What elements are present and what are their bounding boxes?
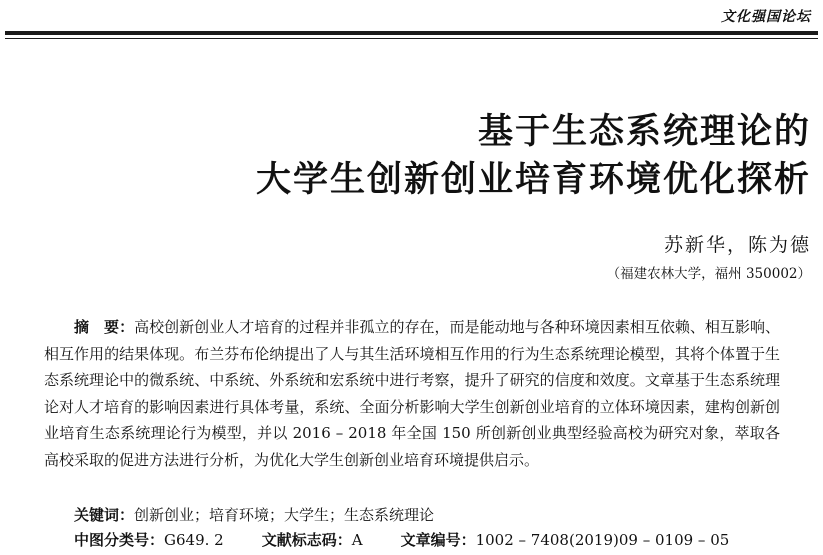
journal-section-label: 文化强国论坛 [721, 9, 811, 25]
clc-value: G649. 2 [164, 531, 224, 549]
header-rule-thick [5, 31, 818, 35]
keywords [74, 504, 434, 525]
doc-code-value: A [351, 531, 363, 549]
article-title-line-2: 大学生创新创业培育环境优化探析 [255, 160, 811, 200]
article-authors: 苏新华，陈为德 [663, 234, 811, 256]
article-title-line-1: 基于生态系统理论的 [477, 112, 811, 152]
abstract [44, 314, 780, 473]
abstract-text: 高校创新创业人才培育的过程并非孤立的存在，而是能动地与各种环境因素相互依赖、相互影响、相互作用的结果体现。布兰芬布伦纳提出了人与其生活环境相互作用的行为生态系统理论模型，其将个体置于生态系统理论中的微系统、中系统、外系统和宏系统中进行考察，提升了研究的信度和效度。文章基于生态系统理论对人才培育的影响因素进行具体考量，系统、全面分析影响大学生创新创业培育的立体环境因素，建构创新创业培育生态系统理论行为模型，并以 2016 – 2018 年全国 150 所创新创业典型经验高校为研究对象，萃取各高校采取的促进方法进行分析，为优化大学生创新创业培育环境提供启示。 [44, 318, 780, 469]
clc-label: 中图分类号： [74, 531, 165, 549]
doc-code-label: 文献标志码： [261, 531, 352, 549]
keywords-text: 创新创业；培育环境；大学生；生态系统理论 [134, 506, 435, 524]
article-number-value: 1002 – 7408(2019)09 – 0109 – 05 [475, 531, 730, 549]
author-affiliation: （福建农林大学，福州 350002） [606, 266, 811, 282]
header-rule-thin [5, 38, 818, 39]
classification-line [74, 529, 729, 550]
abstract-label: 摘 要： [74, 318, 135, 336]
article-number-label: 文章编号： [400, 531, 476, 549]
keywords-label: 关键词： [74, 506, 135, 524]
